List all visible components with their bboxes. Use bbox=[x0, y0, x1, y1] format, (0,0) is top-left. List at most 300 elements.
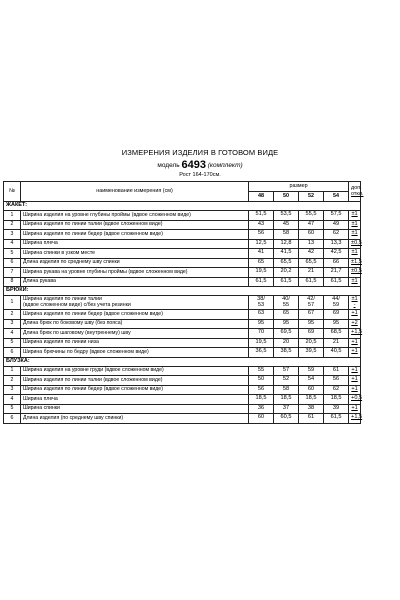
height-range: Рост 164-170см. bbox=[179, 172, 221, 178]
table-row bbox=[4, 239, 361, 249]
size-value bbox=[324, 414, 349, 424]
measurement-name-line: Ширина плеча bbox=[23, 240, 58, 247]
size-value bbox=[249, 395, 274, 405]
row-number: 6 bbox=[4, 258, 21, 268]
size-value-line: 39,5 bbox=[305, 348, 317, 355]
row-number: 1 bbox=[4, 296, 21, 310]
measurement-name-line: Ширина изделия по линии талии bbox=[23, 296, 102, 303]
measurement-name-line: Длина изделия (по среднему шву спинки) bbox=[23, 414, 124, 421]
table-row bbox=[4, 319, 361, 329]
header-tolerance-line2: откл. bbox=[351, 190, 364, 197]
size-value-line: 55 bbox=[282, 301, 290, 308]
size-value bbox=[274, 366, 299, 376]
size-value bbox=[324, 366, 349, 376]
header-name: наименование измерения (см) bbox=[21, 182, 249, 202]
measurement-name bbox=[21, 277, 249, 287]
model-suffix: (комплект) bbox=[207, 162, 243, 169]
size-value bbox=[299, 338, 324, 348]
tolerance-value bbox=[349, 230, 361, 240]
size-value bbox=[274, 277, 299, 287]
table-row bbox=[4, 249, 361, 259]
size-value bbox=[274, 338, 299, 348]
size-value bbox=[249, 385, 274, 395]
tolerance-value bbox=[349, 319, 361, 329]
size-value-line: 38 bbox=[307, 404, 315, 411]
size-value bbox=[274, 239, 299, 249]
size-value-line: 61,5 bbox=[280, 277, 292, 284]
size-value-line: 60 bbox=[307, 385, 315, 392]
tolerance-value bbox=[349, 329, 361, 339]
size-value-line: 61 bbox=[332, 366, 340, 373]
size-value-line: 42 bbox=[307, 249, 315, 256]
measurement-name bbox=[21, 296, 249, 310]
row-number: 5 bbox=[4, 338, 21, 348]
size-value-line: 18,5 bbox=[330, 395, 342, 402]
size-value-line: 21 bbox=[332, 338, 340, 345]
size-value bbox=[249, 404, 274, 414]
section-title: ЖАКЕТ: bbox=[4, 202, 361, 211]
size-value-line: 36 bbox=[257, 404, 265, 411]
table-row bbox=[4, 258, 361, 268]
size-value-line: 18,5 bbox=[255, 395, 267, 402]
section-title: БРЮКИ: bbox=[4, 287, 361, 296]
table-row bbox=[4, 366, 361, 376]
size-value bbox=[299, 268, 324, 278]
tolerance-value bbox=[349, 414, 361, 424]
header-size-48: 48 bbox=[249, 192, 274, 202]
row-number: 1 bbox=[4, 211, 21, 221]
row-number: 4 bbox=[4, 395, 21, 405]
size-value-line: 62 bbox=[332, 385, 340, 392]
size-value-line: 13,3 bbox=[330, 239, 342, 246]
table-row bbox=[4, 310, 361, 320]
tolerance-value bbox=[349, 376, 361, 386]
size-value-line: 39 bbox=[332, 404, 340, 411]
measurement-name-line: Ширина изделия на уровне глубины проймы (вдвое сложенном виде) bbox=[23, 211, 191, 218]
size-value-line: 61,5 bbox=[330, 277, 342, 284]
size-value bbox=[324, 249, 349, 259]
size-value bbox=[299, 366, 324, 376]
measurement-name bbox=[21, 366, 249, 376]
size-value-line: 68,5 bbox=[330, 329, 342, 336]
measurement-name bbox=[21, 268, 249, 278]
table-row bbox=[4, 230, 361, 240]
size-value bbox=[249, 338, 274, 348]
tolerance-value-line: +1,5 bbox=[351, 414, 363, 421]
measurement-name bbox=[21, 310, 249, 320]
size-value bbox=[299, 277, 324, 287]
table-row bbox=[4, 376, 361, 386]
size-value-line: 62 bbox=[332, 230, 340, 237]
measurement-name bbox=[21, 376, 249, 386]
size-value bbox=[249, 376, 274, 386]
size-value bbox=[274, 376, 299, 386]
tolerance-value bbox=[349, 348, 361, 358]
size-value bbox=[274, 385, 299, 395]
size-value-line: 59 bbox=[307, 366, 315, 373]
size-value-line: 66 bbox=[332, 258, 340, 265]
row-number: 4 bbox=[4, 239, 21, 249]
size-value bbox=[249, 348, 274, 358]
measurement-name bbox=[21, 329, 249, 339]
size-value-line: 21,7 bbox=[330, 268, 342, 275]
header-size-52: 52 bbox=[299, 192, 324, 202]
size-value-line: 19,5 bbox=[255, 338, 267, 345]
size-value-line: 47 bbox=[307, 220, 315, 227]
size-value-line: 38,5 bbox=[280, 348, 292, 355]
size-value bbox=[249, 230, 274, 240]
size-value-line: 95 bbox=[332, 319, 340, 326]
table-row bbox=[4, 329, 361, 339]
measurement-name-line: Ширина изделия по линии бедер (вдвое сложенном виде) bbox=[23, 310, 163, 317]
row-number: 8 bbox=[4, 277, 21, 287]
measurement-name bbox=[21, 230, 249, 240]
size-value bbox=[249, 329, 274, 339]
measurement-name-line: Ширина изделия по линии бедер (вдвое сложенном виде) bbox=[23, 230, 163, 237]
size-value bbox=[299, 258, 324, 268]
size-value bbox=[299, 211, 324, 221]
size-value bbox=[274, 395, 299, 405]
section-header bbox=[4, 202, 361, 211]
tolerance-value bbox=[349, 249, 361, 259]
size-value-line: 61,5 bbox=[330, 414, 342, 421]
tolerance-value bbox=[349, 211, 361, 221]
table-row bbox=[4, 211, 361, 221]
measurement-table bbox=[3, 181, 364, 424]
size-value-line: 42,5 bbox=[330, 249, 342, 256]
size-value-line: 61,5 bbox=[305, 277, 317, 284]
row-number: 5 bbox=[4, 404, 21, 414]
size-value bbox=[324, 220, 349, 230]
size-value bbox=[324, 348, 349, 358]
size-value bbox=[299, 395, 324, 405]
measurement-name-line: Ширина спинки bbox=[23, 405, 60, 412]
size-value-line: 51,5 bbox=[255, 211, 267, 218]
measurement-name bbox=[21, 348, 249, 358]
size-value-line: 41 bbox=[257, 249, 265, 256]
table-row bbox=[4, 277, 361, 287]
header-size-54: 54 bbox=[324, 192, 349, 202]
size-value-line: 60 bbox=[307, 230, 315, 237]
size-value-line: 36,5 bbox=[255, 348, 267, 355]
table-row bbox=[4, 220, 361, 230]
size-value-line: 63 bbox=[257, 310, 265, 317]
size-value-line: 53,5 bbox=[280, 211, 292, 218]
size-value bbox=[249, 319, 274, 329]
measurement-name bbox=[21, 211, 249, 221]
size-value bbox=[299, 220, 324, 230]
size-value bbox=[299, 348, 324, 358]
tolerance-value bbox=[349, 338, 361, 348]
tolerance-value bbox=[349, 310, 361, 320]
size-value-line: 52 bbox=[282, 376, 290, 383]
size-value-line: 55 bbox=[257, 366, 265, 373]
measurement-name-line: Длина брюк по шаговому (внутреннему) шву bbox=[23, 329, 131, 336]
size-value bbox=[324, 385, 349, 395]
tolerance-value-line: ±1 bbox=[351, 249, 358, 256]
tolerance-value-line: +1 bbox=[351, 404, 358, 411]
size-value-line: 59 bbox=[332, 301, 340, 308]
size-value bbox=[274, 211, 299, 221]
document-title: ИЗМЕРЕНИЯ ИЗДЕЛИЯ В ГОТОВОМ ВИДЕ bbox=[121, 148, 279, 157]
size-value bbox=[324, 296, 349, 310]
size-value bbox=[249, 249, 274, 259]
size-value bbox=[249, 296, 274, 310]
size-value bbox=[299, 310, 324, 320]
measurement-name-line: Ширина рукава на уровне глубины проймы (вдвое сложенном виде) bbox=[23, 268, 188, 275]
measurement-name bbox=[21, 220, 249, 230]
measurement-name-line: Ширина спинки в узком месте bbox=[23, 249, 96, 256]
row-number: 3 bbox=[4, 385, 21, 395]
size-value-line: 19,5 bbox=[255, 268, 267, 275]
size-value bbox=[249, 258, 274, 268]
size-value-line: 56 bbox=[257, 385, 265, 392]
size-value bbox=[274, 230, 299, 240]
row-number: 3 bbox=[4, 319, 21, 329]
tolerance-value bbox=[349, 268, 361, 278]
size-value-line: 18,5 bbox=[280, 395, 292, 402]
measurement-name bbox=[21, 319, 249, 329]
tolerance-value bbox=[349, 258, 361, 268]
size-value-line: 50 bbox=[257, 376, 265, 383]
model-line bbox=[0, 159, 400, 171]
size-value bbox=[249, 220, 274, 230]
size-value bbox=[249, 310, 274, 320]
size-value bbox=[324, 258, 349, 268]
size-value-line: 44/ bbox=[332, 295, 340, 302]
model-prefix: модель bbox=[157, 162, 180, 169]
size-value-line: 45 bbox=[282, 220, 290, 227]
size-value-line: 70 bbox=[257, 329, 265, 336]
size-value bbox=[324, 404, 349, 414]
row-number: 7 bbox=[4, 268, 21, 278]
size-value-line: 61,5 bbox=[255, 277, 267, 284]
size-value-line: 40,5 bbox=[330, 348, 342, 355]
table-row bbox=[4, 414, 361, 424]
measurement-name-line: Ширина изделия на уровне груди (вдвое сложенном виде) bbox=[23, 367, 164, 374]
row-number: 2 bbox=[4, 310, 21, 320]
tolerance-value-line: - bbox=[353, 301, 356, 308]
size-value bbox=[249, 277, 274, 287]
tolerance-value bbox=[349, 366, 361, 376]
size-value-line: 57 bbox=[307, 301, 315, 308]
size-value bbox=[274, 268, 299, 278]
tolerance-value-line: +2 bbox=[351, 319, 358, 326]
size-value bbox=[249, 414, 274, 424]
size-value bbox=[299, 319, 324, 329]
size-value bbox=[324, 230, 349, 240]
size-value bbox=[299, 249, 324, 259]
table-row bbox=[4, 268, 361, 278]
size-value bbox=[299, 404, 324, 414]
size-value bbox=[299, 329, 324, 339]
size-value-line: 56 bbox=[332, 376, 340, 383]
size-value bbox=[274, 296, 299, 310]
header-tolerance bbox=[349, 182, 364, 202]
measurement-name bbox=[21, 385, 249, 395]
size-value bbox=[274, 329, 299, 339]
size-value-line: 60,5 bbox=[280, 414, 292, 421]
size-value bbox=[274, 404, 299, 414]
measurement-name-line: Ширина изделия по линии талии (вдвое сложенном виде) bbox=[23, 221, 163, 228]
measurement-name bbox=[21, 414, 249, 424]
measurement-name bbox=[21, 239, 249, 249]
size-value bbox=[324, 338, 349, 348]
size-value bbox=[324, 310, 349, 320]
size-value-line: 54 bbox=[307, 376, 315, 383]
size-value-line: 20 bbox=[282, 338, 290, 345]
size-value-line: 21 bbox=[307, 268, 315, 275]
size-value-line: 60 bbox=[257, 414, 265, 421]
size-value bbox=[324, 239, 349, 249]
size-value-line: 69 bbox=[332, 310, 340, 317]
tolerance-value bbox=[349, 239, 361, 249]
tolerance-value bbox=[349, 404, 361, 414]
size-value-line: 65,5 bbox=[280, 258, 292, 265]
size-value-line: 95 bbox=[307, 319, 315, 326]
tolerance-value-line: +1 bbox=[351, 376, 358, 383]
size-value bbox=[274, 310, 299, 320]
size-value-line: 67 bbox=[307, 310, 315, 317]
size-value bbox=[274, 249, 299, 259]
size-value-line: 58 bbox=[282, 385, 290, 392]
size-value bbox=[324, 329, 349, 339]
header-num: № bbox=[4, 182, 21, 202]
measurement-name bbox=[21, 395, 249, 405]
size-value bbox=[249, 239, 274, 249]
size-value-line: 18,5 bbox=[305, 395, 317, 402]
tolerance-value bbox=[349, 395, 361, 405]
size-value-line: 95 bbox=[257, 319, 265, 326]
header-size: размер bbox=[249, 182, 349, 192]
size-value-line: 38/ bbox=[257, 295, 265, 302]
section-title: БЛУЗКА: bbox=[4, 357, 361, 366]
size-value-line: 65 bbox=[257, 258, 265, 265]
size-value bbox=[324, 277, 349, 287]
table-row bbox=[4, 348, 361, 358]
measurement-name bbox=[21, 258, 249, 268]
size-value-line: 12,8 bbox=[280, 239, 292, 246]
size-value bbox=[299, 296, 324, 310]
size-value-line: 65 bbox=[282, 310, 290, 317]
tolerance-value-line: ±1 bbox=[351, 211, 358, 218]
size-value bbox=[274, 414, 299, 424]
measurement-name-line: Ширина изделия по линии талии (вдвое сложенном виде) bbox=[23, 376, 163, 383]
size-value-line: 40/ bbox=[282, 295, 290, 302]
size-value-line: 57,5 bbox=[330, 211, 342, 218]
size-value bbox=[324, 319, 349, 329]
tolerance-value-line: +1,5 bbox=[351, 329, 363, 336]
measurement-name-line: Длина рукава bbox=[23, 278, 56, 285]
tolerance-value bbox=[349, 277, 361, 287]
size-value-line: 69,5 bbox=[280, 329, 292, 336]
table-row bbox=[4, 395, 361, 405]
size-value-line: 12,5 bbox=[255, 239, 267, 246]
row-number: 5 bbox=[4, 249, 21, 259]
measurement-name-line: (вдвое сложенном виде) с/без учета резинки bbox=[23, 301, 131, 308]
tolerance-value-line: +0,5 bbox=[351, 395, 363, 402]
tolerance-value-line: ±1 bbox=[351, 220, 358, 227]
size-value-line: 41,5 bbox=[280, 249, 292, 256]
size-value bbox=[324, 395, 349, 405]
size-value-line: 13 bbox=[307, 239, 315, 246]
row-number: 4 bbox=[4, 329, 21, 339]
tolerance-value-line: +1 bbox=[351, 348, 358, 355]
measurement-name-line: Ширина изделия по линии низа bbox=[23, 339, 99, 346]
size-value bbox=[274, 258, 299, 268]
tolerance-value bbox=[349, 220, 361, 230]
size-value-line: 95 bbox=[282, 319, 290, 326]
table-row bbox=[4, 404, 361, 414]
size-value-line: 43 bbox=[257, 220, 265, 227]
measurement-name-line: Ширина плеча bbox=[23, 395, 58, 402]
section-header bbox=[4, 357, 361, 366]
size-value-line: 57 bbox=[282, 366, 290, 373]
size-value bbox=[299, 414, 324, 424]
size-value bbox=[249, 211, 274, 221]
measurement-name-line: Длина изделия по среднему шву спинки bbox=[23, 259, 120, 266]
size-value bbox=[249, 268, 274, 278]
tolerance-value-line: +1 bbox=[351, 385, 358, 392]
tolerance-value-line: ±1 bbox=[351, 230, 358, 237]
size-value-line: 56 bbox=[257, 230, 265, 237]
size-value bbox=[299, 385, 324, 395]
tolerance-value-line: ±1,5 bbox=[351, 258, 362, 265]
size-value-line: 37 bbox=[282, 404, 290, 411]
size-value-line: 61 bbox=[307, 414, 315, 421]
size-value-line: 65,5 bbox=[305, 258, 317, 265]
measurement-name bbox=[21, 338, 249, 348]
size-value-line: 42/ bbox=[307, 295, 315, 302]
size-value-line: 69 bbox=[307, 329, 315, 336]
size-value-line: 20,5 bbox=[305, 338, 317, 345]
size-value bbox=[274, 220, 299, 230]
row-number: 2 bbox=[4, 376, 21, 386]
row-number: 2 bbox=[4, 220, 21, 230]
tolerance-value-line: +1 bbox=[351, 310, 358, 317]
tolerance-value bbox=[349, 385, 361, 395]
measurement-name-line: Ширина брючины по бедру (вдвое сложенном виде) bbox=[23, 348, 149, 355]
section-header bbox=[4, 287, 361, 296]
tolerance-value-line: ±0,5 bbox=[351, 239, 362, 246]
model-number: 6493 bbox=[181, 159, 206, 171]
size-value bbox=[274, 348, 299, 358]
size-value bbox=[249, 366, 274, 376]
measurement-name-line: Ширина изделия по линии бедер (вдвое сложенном виде) bbox=[23, 386, 163, 393]
table-row bbox=[4, 296, 361, 310]
measurement-name-line: Длина брюк по боковому шву (без пояса) bbox=[23, 320, 123, 327]
tolerance-value bbox=[349, 296, 361, 310]
row-number: 3 bbox=[4, 230, 21, 240]
tolerance-value-line: +1 bbox=[351, 366, 358, 373]
tolerance-value-line: +1 bbox=[351, 338, 358, 345]
measurement-name bbox=[21, 249, 249, 259]
row-number: 6 bbox=[4, 414, 21, 424]
tolerance-value-line: ±1 bbox=[351, 295, 358, 302]
size-value bbox=[299, 376, 324, 386]
row-number: 6 bbox=[4, 348, 21, 358]
header-size-50: 50 bbox=[274, 192, 299, 202]
tolerance-value-line: ±0,5 bbox=[351, 268, 362, 275]
size-value-line: 55,5 bbox=[305, 211, 317, 218]
size-value-line: 20,2 bbox=[280, 268, 292, 275]
size-value bbox=[299, 230, 324, 240]
header-tolerance-line1: доп. bbox=[351, 184, 362, 191]
tolerance-value-line: ±1 bbox=[351, 277, 358, 284]
measurement-name bbox=[21, 404, 249, 414]
size-value bbox=[324, 211, 349, 221]
size-value bbox=[274, 319, 299, 329]
